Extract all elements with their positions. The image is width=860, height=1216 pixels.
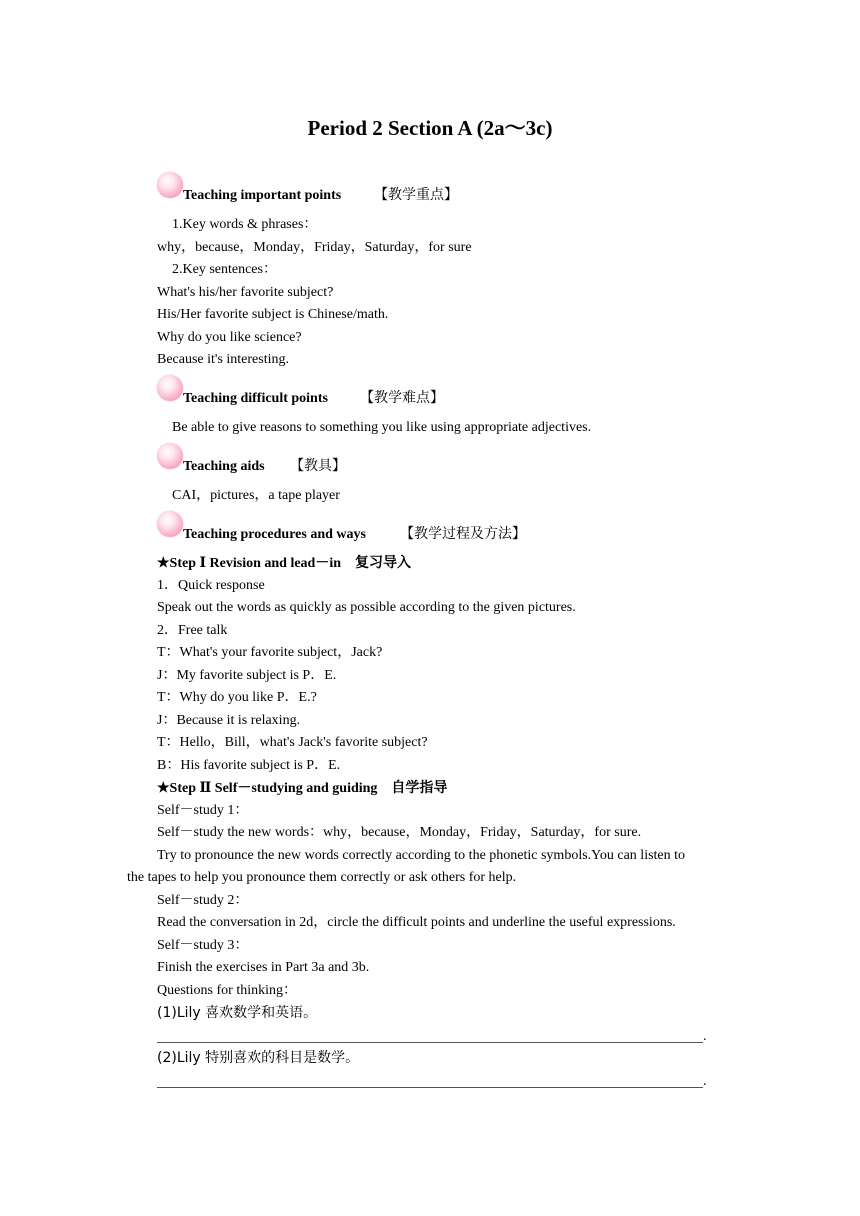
section-title: Teaching procedures and ways	[183, 527, 366, 542]
text-line: What's his/her favorite subject?	[157, 285, 334, 300]
answer-line-1[interactable]	[157, 1042, 703, 1043]
section-title-cn: 【教学过程及方法】	[400, 526, 526, 542]
text-line: Be able to give reasons to something you like using appropriate adjectives.	[172, 420, 592, 435]
text-line: Read the conversation in 2d，circle the difficult points and underline the useful expressions.	[157, 915, 676, 930]
step-label: ★Step Ⅰ Revision and lead－in	[157, 556, 342, 571]
text-line: T：Why do you like P．E.?	[157, 690, 317, 705]
text-line: J：My favorite subject is P．E.	[157, 668, 337, 683]
text-line: Why do you like science?	[157, 330, 302, 345]
text-line: 2.Key sentences：	[172, 262, 277, 277]
text-line: 1.Key words & phrases：	[172, 217, 318, 232]
text-line: Self－study 2：	[157, 893, 249, 908]
step-heading	[157, 778, 447, 799]
pink-ball-icon	[157, 375, 183, 401]
step-label-cn: 复习导入	[355, 555, 412, 571]
step-heading	[157, 553, 411, 574]
text-line: Finish the exercises in Part 3a and 3b.	[157, 960, 370, 975]
text-line: J：Because it is relaxing.	[157, 713, 301, 728]
text-line: Questions for thinking：	[157, 983, 297, 998]
text-line: Self－study 3：	[157, 938, 249, 953]
section-title: Teaching important points	[183, 188, 342, 203]
section-title-cn: 【教学难点】	[360, 390, 444, 406]
period-mark: .	[703, 1029, 707, 1044]
section-title-cn: 【教具】	[290, 458, 346, 474]
text-line: B：His favorite subject is P．E.	[157, 758, 341, 773]
text-line: why，because，Monday，Friday，Saturday，for sure	[157, 240, 472, 255]
question-2: (2)Lily 特别喜欢的科目是数学。	[157, 1050, 360, 1066]
text-line: Self－study 1：	[157, 803, 249, 818]
text-line: T：Hello，Bill，what's Jack's favorite subject?	[157, 735, 428, 750]
period-mark: .	[703, 1074, 707, 1089]
pink-ball-icon	[157, 172, 183, 198]
section-title: Teaching difficult points	[183, 391, 328, 406]
text-line: His/Her favorite subject is Chinese/math.	[157, 307, 389, 322]
text-line: Because it's interesting.	[157, 352, 289, 367]
pink-ball-icon	[157, 511, 183, 537]
text-line: Speak out the words as quickly as possible according to the given pictures.	[157, 600, 576, 615]
text-line: T：What's your favorite subject，Jack?	[157, 645, 383, 660]
text-line: the tapes to help you pronounce them correctly or ask others for help.	[127, 870, 517, 885]
text-line: CAI，pictures，a tape player	[172, 488, 340, 503]
step-label: ★Step Ⅱ Self－studying and guiding	[157, 781, 378, 796]
text-line: Try to pronounce the new words correctly according to the phonetic symbols.You can listen to	[157, 848, 686, 863]
answer-line-2[interactable]	[157, 1087, 703, 1088]
question-1: (1)Lily 喜欢数学和英语。	[157, 1005, 318, 1021]
text-line: Self－study the new words：why，because，Monday，Friday，Saturday，for sure.	[157, 825, 642, 840]
pink-ball-icon	[157, 443, 183, 469]
text-line: 2．Free talk	[157, 623, 228, 638]
text-line: 1．Quick response	[157, 578, 265, 593]
section-title-cn: 【教学重点】	[374, 187, 458, 203]
page-title: Period 2 Section A (2a～3c)	[307, 116, 553, 140]
section-title: Teaching aids	[183, 459, 265, 474]
step-label-cn: 自学指导	[391, 780, 448, 796]
